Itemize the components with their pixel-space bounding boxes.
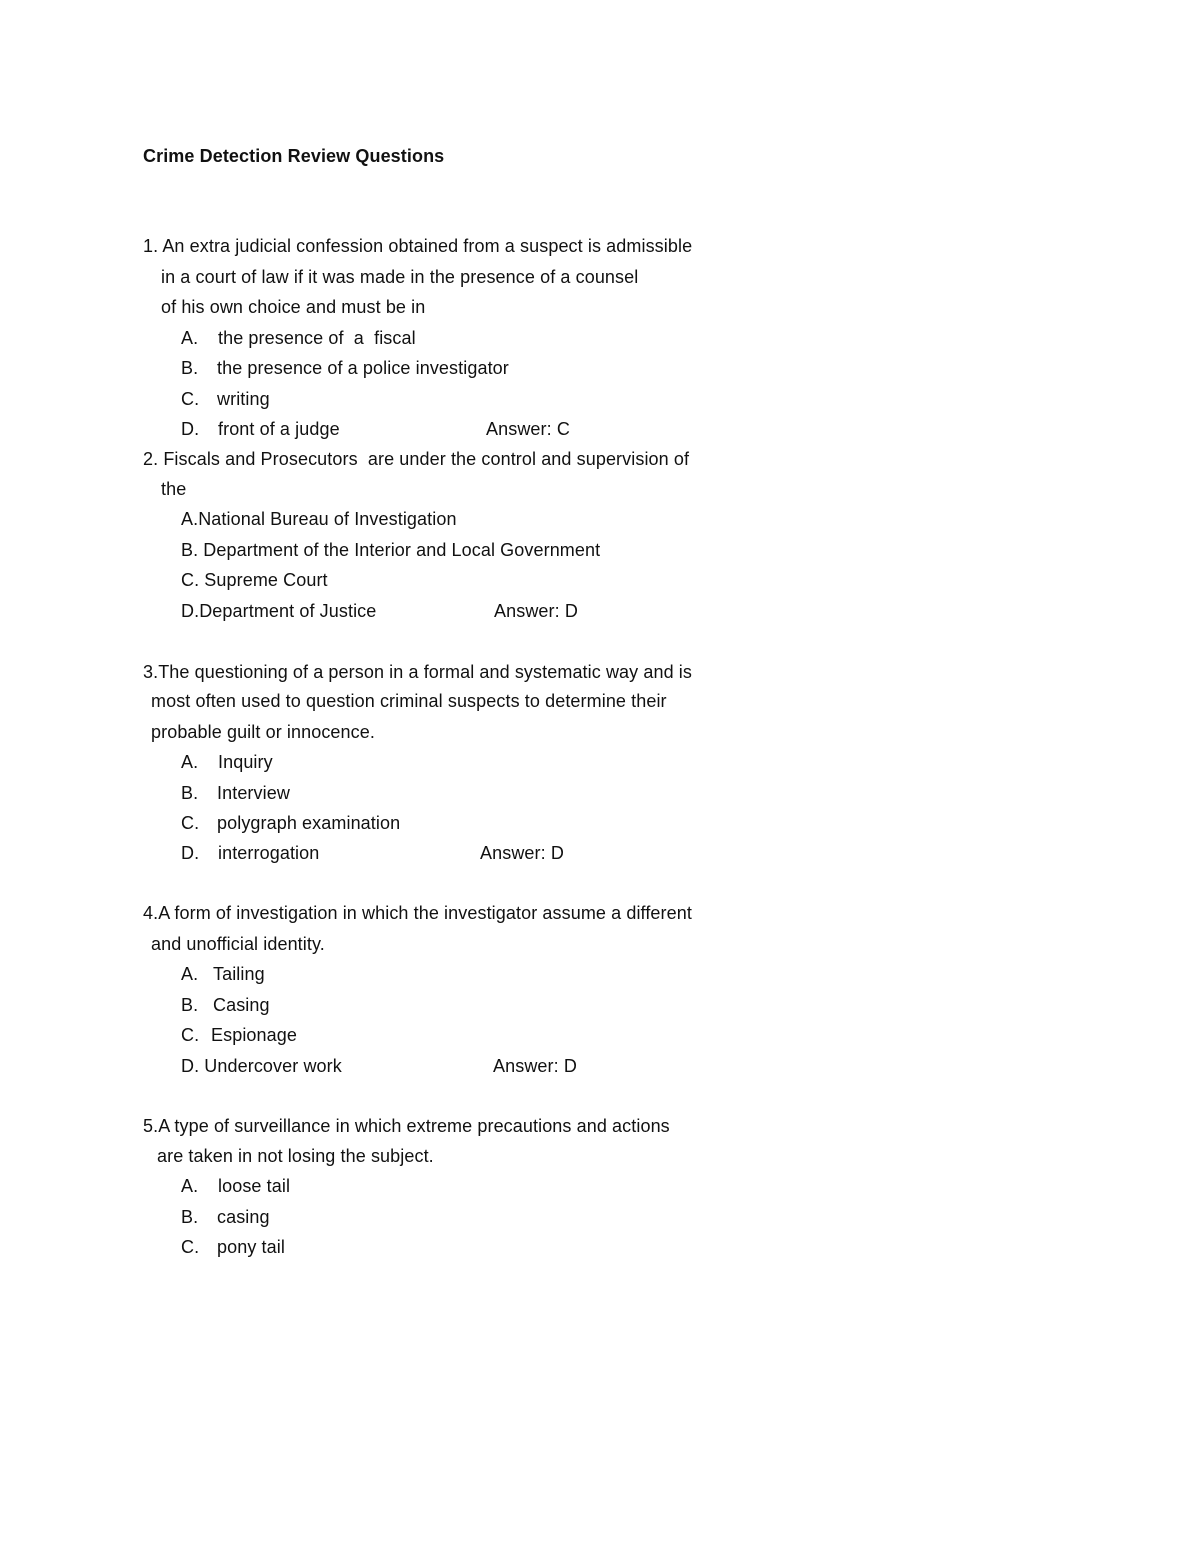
question-2-choice-a: A.National Bureau of Investigation — [181, 509, 457, 529]
question-3-choice-c-letter: C. — [181, 813, 200, 833]
question-3-answer: Answer: D — [480, 843, 564, 863]
question-5-choice-a-letter: A. — [181, 1176, 199, 1196]
question-1-choice-c-letter: C. — [181, 389, 200, 409]
question-3-choice-d: interrogation — [218, 843, 320, 863]
document-title: Crime Detection Review Questions — [143, 146, 445, 166]
question-3-choice-b-letter: B. — [181, 783, 199, 803]
question-3-choice-d-letter: D. — [181, 843, 200, 863]
question-1-choice-a-letter: A. — [181, 328, 199, 348]
question-1-choice-d: front of a judge — [218, 419, 340, 439]
question-4-choice-b: Casing — [213, 995, 270, 1015]
question-1-choice-d-letter: D. — [181, 419, 200, 439]
question-2-choice-c: C. Supreme Court — [181, 570, 328, 590]
question-3-choice-a-letter: A. — [181, 752, 199, 772]
question-4-text-line-1: 4.A form of investigation in which the investigator assume a different — [143, 903, 692, 923]
question-2-text-line-1: 2. Fiscals and Prosecutors are under the control and supervision of — [143, 449, 690, 469]
question-1-choice-b: the presence of a police investigator — [217, 358, 509, 378]
question-4-choice-c: Espionage — [211, 1025, 297, 1045]
question-4-choice-c-letter: C. — [181, 1025, 200, 1045]
question-1-choice-b-letter: B. — [181, 358, 199, 378]
question-2-text-line-2: the — [161, 479, 187, 499]
question-2-answer: Answer: D — [494, 601, 578, 621]
question-1-text-line-2: in a court of law if it was made in the presence of a counsel — [161, 267, 639, 287]
question-5-choice-b-letter: B. — [181, 1207, 199, 1227]
question-4-answer: Answer: D — [493, 1056, 577, 1076]
question-3-choice-c: polygraph examination — [217, 813, 401, 833]
question-5-text-line-1: 5.A type of surveillance in which extreme precautions and actions — [143, 1116, 670, 1136]
question-3-text-line-2: most often used to question criminal suspects to determine their — [151, 691, 667, 711]
question-1-text-line-1: 1. An extra judicial confession obtained from a suspect is admissible — [143, 236, 693, 256]
question-3-choice-b: Interview — [217, 783, 290, 803]
question-1-answer: Answer: C — [486, 419, 570, 439]
question-4-text-line-2: and unofficial identity. — [151, 934, 325, 954]
question-3-text-line-1: 3.The questioning of a person in a formal and systematic way and is — [143, 662, 692, 682]
question-1-choice-a: the presence of a fiscal — [218, 328, 416, 348]
question-4-choice-d: D. Undercover work — [181, 1056, 342, 1076]
question-3-choice-a: Inquiry — [218, 752, 273, 772]
question-5-choice-c: pony tail — [217, 1237, 285, 1257]
question-5-text-line-2: are taken in not losing the subject. — [157, 1146, 434, 1166]
question-5-choice-c-letter: C. — [181, 1237, 200, 1257]
question-1-choice-c: writing — [217, 389, 270, 409]
question-2-choice-b: B. Department of the Interior and Local Government — [181, 540, 601, 560]
question-4-choice-a: Tailing — [213, 964, 265, 984]
question-1-text-line-3: of his own choice and must be in — [161, 297, 426, 317]
question-2-choice-d: D.Department of Justice — [181, 601, 377, 621]
question-3-text-line-3: probable guilt or innocence. — [151, 722, 375, 742]
question-4-choice-b-letter: B. — [181, 995, 199, 1015]
question-5-choice-a: loose tail — [218, 1176, 291, 1196]
question-5-choice-b: casing — [217, 1207, 270, 1227]
question-4-choice-a-letter: A. — [181, 964, 199, 984]
